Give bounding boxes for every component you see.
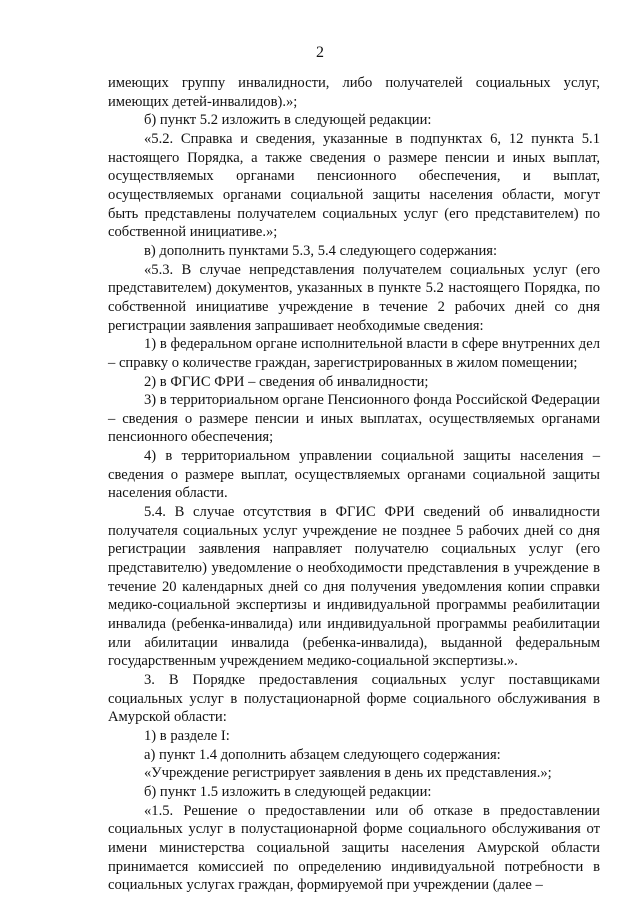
paragraph: 1) в разделе I: [144, 727, 230, 744]
paragraph: б) пункт 1.5 изложить в следующей редакции: [144, 783, 432, 800]
paragraph: а) пункт 1.4 дополнить абзацем следующего содержания: [144, 746, 501, 763]
paragraph: 5.4. В случае отсутствия в ФГИС ФРИ сведений об инвалидности получателя социальных услуг учреждение не позднее 5 рабочих дней со дня регистрации заявления направляет получателю социальных услуг (его представителю) уведомление о необходимости представления в учреждение в течение 20 календарных дней со дня получения уведомления копии справки медико-социальной экспертизы и индивидуальной программы реабилитации инвалида (ребенка-инвалида) или индивидуальной программы реабилитации или абилитации инвалида (ребенка-инвалида), выданной федеральным государственным учреждением медико-социальной экспертизы.». [108, 504, 600, 670]
paragraph: «1.5. Решение о предоставлении или об отказе в предоставлении социальных услуг в полустационарной форме социального обслуживания от имени министерства социальной защиты населения Амурской области принимается комиссией по определению индивидуальной потребности в социальных услугах граждан, формируемой при учреждении (далее – [108, 802, 600, 894]
paragraph: 1) в федеральном органе исполнительной власти в сфере внутренних дел – справку о количестве граждан, зарегистрированных в жилом помещении; [108, 336, 600, 371]
paragraph: «5.3. В случае непредставления получателем социальных услуг (его представителем) документов, указанных в пункте 5.2 настоящего Порядка, по собственной инициативе учреждение в течение 2 рабочих дней со дня регистрации заявления запрашивает необходимые сведения: [108, 261, 600, 334]
paragraph: 4) в территориальном управлении социальной защиты населения – сведения о размере выплат, осуществляемых органами социальной защиты населения области. [108, 448, 600, 502]
paragraph: «Учреждение регистрирует заявления в день их представления.»; [144, 765, 552, 782]
document-body [108, 74, 600, 895]
paragraph: 2) в ФГИС ФРИ – сведения об инвалидности; [144, 373, 429, 390]
paragraph: в) дополнить пунктами 5.3, 5.4 следующего содержания: [144, 242, 498, 259]
page-number: 2 [316, 44, 324, 61]
paragraph: 3. В Порядке предоставления социальных услуг поставщиками социальных услуг в полустационарной форме социального обслуживания в Амурской области: [108, 672, 600, 726]
paragraph: имеющих группу инвалидности, либо получателей социальных услуг, имеющих детей-инвалидов).»; [108, 75, 600, 110]
paragraph: б) пункт 5.2 изложить в следующей редакции: [144, 112, 432, 129]
paragraph: «5.2. Справка и сведения, указанные в подпунктах 6, 12 пункта 5.1 настоящего Порядка, а также сведения о размере пенсии и иных выплат, осуществляемых органами пенсионного обеспечения, и выплат, осуществляемых органами социальной защиты населения области, могут быть представлены получателем социальных услуг (его представителем) по собственной инициативе.»; [108, 130, 600, 241]
paragraph: 3) в территориальном органе Пенсионного фонда Российской Федерации – сведения о размере пенсии и иных выплатах, осуществляемых органами пенсионного обеспечения; [108, 392, 600, 446]
